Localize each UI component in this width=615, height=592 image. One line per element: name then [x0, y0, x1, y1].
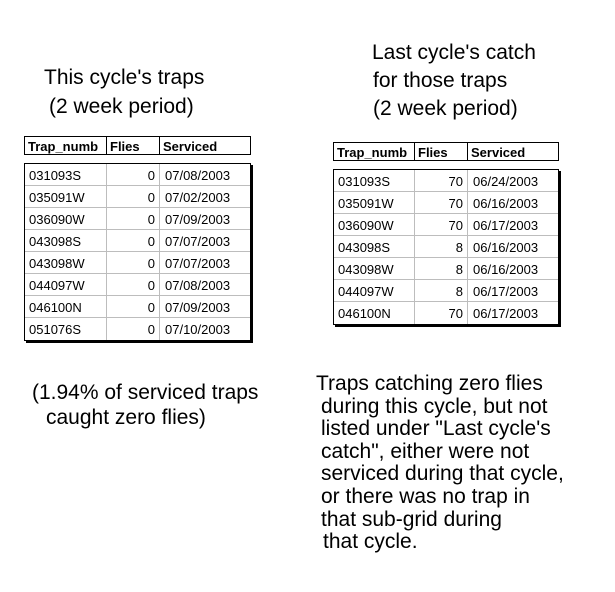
left-table	[24, 163, 251, 341]
right-note-line: during this cycle, but not	[321, 394, 548, 418]
table-row[interactable]	[334, 192, 558, 214]
right-header-flies[interactable]: Flies	[415, 143, 468, 160]
flies-cell: 70	[415, 214, 468, 235]
serviced-cell: 06/17/2003	[473, 218, 539, 233]
table-row[interactable]	[25, 186, 250, 208]
right-header-trap-numb[interactable]: Trap_numb	[334, 143, 415, 160]
right-note-line: listed under "Last cycle's	[321, 417, 551, 441]
table-row[interactable]	[25, 318, 250, 340]
serviced-cell: 07/02/2003	[165, 190, 231, 205]
flies-cell: 70	[415, 192, 468, 213]
trap-number-cell: 043098W	[334, 258, 415, 279]
serviced-cell: 06/16/2003	[473, 240, 539, 255]
left-table-header	[24, 136, 251, 155]
trap-number-cell: 031093S	[334, 170, 415, 191]
table-row[interactable]	[25, 252, 250, 274]
right-note-line: Traps catching zero flies	[316, 372, 543, 395]
trap-number-cell: 046100N	[334, 302, 415, 324]
serviced-cell: 06/16/2003	[473, 196, 539, 211]
serviced-cell: 06/24/2003	[473, 174, 539, 189]
trap-number-cell: 036090W	[334, 214, 415, 235]
serviced-cell: 06/17/2003	[473, 306, 539, 321]
flies-cell: 8	[415, 236, 468, 257]
flies-cell: 70	[415, 170, 468, 191]
flies-cell: 0	[107, 296, 160, 317]
right-table-header	[333, 142, 559, 161]
right-header-serviced[interactable]: Serviced	[471, 145, 526, 160]
table-row[interactable]	[25, 208, 250, 230]
table-row[interactable]	[334, 258, 558, 280]
table-row[interactable]	[25, 296, 250, 318]
table-row[interactable]	[25, 274, 250, 296]
table-row[interactable]	[334, 302, 558, 324]
right-note-line: or there was no trap in	[321, 485, 530, 508]
serviced-cell: 06/17/2003	[473, 284, 539, 299]
serviced-cell: 07/07/2003	[165, 256, 231, 271]
serviced-cell: 07/09/2003	[165, 212, 231, 227]
trap-number-cell: 031093S	[25, 164, 107, 185]
right-caption-line3: (2 week period)	[373, 97, 518, 120]
flies-cell: 8	[415, 280, 468, 301]
flies-cell: 0	[107, 230, 160, 251]
right-note-line: that sub-grid during	[321, 507, 502, 531]
serviced-cell: 07/07/2003	[165, 234, 231, 249]
flies-cell: 0	[107, 274, 160, 295]
flies-cell: 0	[107, 186, 160, 207]
trap-number-cell: 051076S	[25, 318, 107, 340]
flies-cell: 0	[107, 252, 160, 273]
serviced-cell: 07/08/2003	[165, 278, 231, 293]
trap-number-cell: 043098W	[25, 252, 107, 273]
flies-cell: 0	[107, 208, 160, 229]
right-caption-line2: for those traps	[373, 69, 508, 92]
right-note-line: catch", either were not	[321, 439, 530, 463]
left-note-line1: (1.94% of serviced traps	[32, 381, 259, 404]
left-caption-line1: This cycle's traps	[44, 66, 205, 89]
trap-number-cell: 046100N	[25, 296, 107, 317]
left-header-serviced[interactable]: Serviced	[163, 139, 218, 154]
table-row[interactable]	[25, 230, 250, 252]
right-table	[333, 169, 559, 325]
serviced-cell: 07/08/2003	[165, 168, 231, 183]
table-row[interactable]	[25, 164, 250, 186]
left-note-line2: caught zero flies)	[46, 406, 206, 429]
trap-number-cell: 043098S	[25, 230, 107, 251]
trap-number-cell: 036090W	[25, 208, 107, 229]
left-caption-line2: (2 week period)	[49, 95, 194, 118]
left-header-flies[interactable]: Flies	[107, 137, 160, 154]
table-row[interactable]	[334, 280, 558, 302]
right-note-line: serviced during that cycle,	[321, 462, 564, 486]
trap-number-cell: 044097W	[334, 280, 415, 301]
flies-cell: 70	[415, 302, 468, 324]
flies-cell: 0	[107, 164, 160, 185]
trap-number-cell: 044097W	[25, 274, 107, 295]
flies-cell: 8	[415, 258, 468, 279]
serviced-cell: 06/16/2003	[473, 262, 539, 277]
serviced-cell: 07/10/2003	[165, 322, 231, 337]
right-caption-line1: Last cycle's catch	[372, 41, 536, 64]
trap-number-cell: 043098S	[334, 236, 415, 257]
flies-cell: 0	[107, 318, 160, 340]
right-note-line: that cycle.	[323, 530, 418, 554]
left-header-trap-numb[interactable]: Trap_numb	[25, 137, 107, 154]
table-row[interactable]	[334, 236, 558, 258]
serviced-cell: 07/09/2003	[165, 300, 231, 315]
table-row[interactable]	[334, 170, 558, 192]
trap-number-cell: 035091W	[25, 186, 107, 207]
table-row[interactable]	[334, 214, 558, 236]
trap-number-cell: 035091W	[334, 192, 415, 213]
